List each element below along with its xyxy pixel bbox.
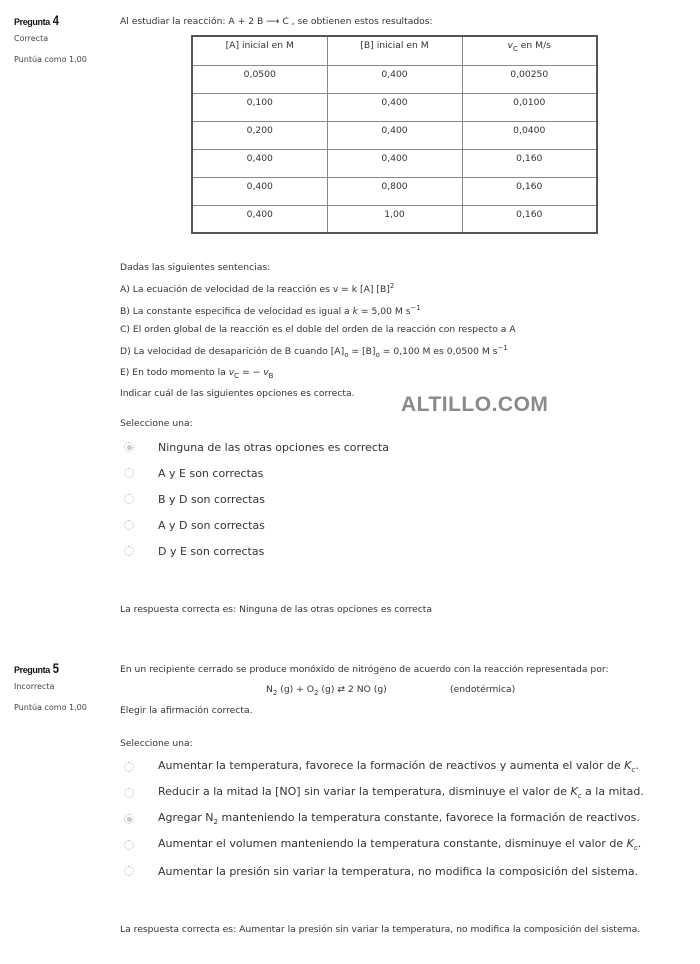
equation-n: N <box>266 684 273 695</box>
statement-d-value: = 0,100 M es 0,0500 M s <box>379 346 498 358</box>
watermark: ALTILLO.COM <box>401 393 549 416</box>
statements-block <box>120 259 516 403</box>
radio-icon[interactable] <box>124 788 134 798</box>
option-label <box>158 865 638 878</box>
equation-part: (g) + O <box>277 684 315 695</box>
question-grade: Puntúa como 1,00 <box>14 703 87 712</box>
table-cell: 0,160 <box>462 149 597 177</box>
radio-icon[interactable] <box>124 468 134 478</box>
question-5-intro: En un recipiente cerrado se produce monóxido de nitrógeno de acuerdo con la reacción representada por: <box>120 664 609 675</box>
table-cell: 0,400 <box>327 121 462 149</box>
table-row <box>192 93 597 121</box>
table-cell: 0,200 <box>192 121 327 149</box>
statement-d-mid: = [B] <box>348 346 376 358</box>
table-cell: 0,400 <box>192 149 327 177</box>
table-cell: 0,100 <box>192 93 327 121</box>
table-header-row <box>192 36 597 65</box>
statement-a <box>120 277 516 299</box>
table-cell: 0,160 <box>462 177 597 205</box>
statement-b-text: B) La constante especifica de velocidad es igual a <box>120 306 353 318</box>
statement-b-k: k <box>352 306 358 318</box>
correct-answer-feedback: La respuesta correcta es: Ninguna de las otras opciones es correcta <box>120 604 433 615</box>
option[interactable] <box>124 538 389 564</box>
option[interactable] <box>124 512 389 538</box>
radio-icon[interactable] <box>124 494 134 504</box>
statement-e-sub: B <box>268 371 274 380</box>
option-text: Reducir a la mitad la [NO] sin variar la temperatura, disminuye el valor de <box>158 785 571 799</box>
header-sub-c: C <box>512 44 518 53</box>
option[interactable] <box>124 486 389 512</box>
radio-icon[interactable] <box>124 546 134 556</box>
select-label: Seleccione una: <box>120 738 193 749</box>
table-cell: 0,400 <box>327 65 462 93</box>
table-row <box>192 205 597 233</box>
option-post: a la mitad. <box>581 785 644 799</box>
table-row <box>192 149 597 177</box>
table-cell: 0,400 <box>327 93 462 121</box>
option[interactable] <box>124 806 644 832</box>
radio-icon[interactable] <box>124 762 134 772</box>
correct-answer-feedback: La respuesta correcta es: Aumentar la presión sin variar la temperatura, no modifica la composición del sistema. <box>120 924 641 935</box>
statement-e-mid: = − <box>239 367 264 379</box>
option-k: K <box>570 785 578 799</box>
question-label: Pregunta <box>14 665 50 675</box>
question-number <box>14 12 114 28</box>
table-cell: 0,400 <box>327 149 462 177</box>
option-k: K <box>626 837 634 851</box>
header-v: v <box>507 40 513 51</box>
option-text: Aumentar el volumen manteniendo la temperatura constante, disminuye el valor de <box>158 837 627 851</box>
option[interactable] <box>124 754 644 780</box>
statement-d <box>120 339 516 364</box>
option-label <box>158 785 644 800</box>
option-sub: c <box>633 844 638 853</box>
radio-icon[interactable] <box>124 840 134 850</box>
option-label: Ninguna de las otras opciones es correcta <box>158 440 389 454</box>
select-label: Seleccione una: <box>120 418 193 429</box>
question-prompt: Indicar cuál de las siguientes opciones es correcta. <box>120 387 355 399</box>
table-cell: 0,400 <box>192 205 327 233</box>
table-row <box>192 177 597 205</box>
rate-data-table <box>191 35 598 234</box>
question-label: Pregunta <box>14 17 50 27</box>
option-label: A y D son correctas <box>158 518 265 532</box>
question-number <box>14 660 114 676</box>
table-cell: 0,00250 <box>462 65 597 93</box>
radio-checked-icon[interactable] <box>124 814 134 824</box>
equation-sub: 2 <box>272 688 278 697</box>
table-header-a: [A] inicial en M <box>192 36 327 65</box>
statement-d-sub: o <box>375 351 380 360</box>
question-5-options <box>124 754 644 884</box>
option-label: B y D son correctas <box>158 492 265 506</box>
option-label: A y E son correctas <box>158 466 264 480</box>
option-k: K <box>624 759 632 773</box>
statement-e-v: v <box>263 367 269 379</box>
option-text: Aumentar la temperatura, favorece la formación de reactivos y aumenta el valor de <box>158 759 625 773</box>
option-sub: c <box>577 792 582 801</box>
equation-sub: 2 <box>314 688 319 697</box>
question-state: Correcta <box>14 34 49 43</box>
table-cell: 0,400 <box>192 177 327 205</box>
table-header-b: [B] inicial en M <box>327 36 462 65</box>
statement-b-value: = 5,00 M s <box>357 306 411 318</box>
statement-d-text: D) La velocidad de desaparición de B cuando [A] <box>120 346 345 358</box>
question-number-value: 4 <box>52 12 59 28</box>
statement-a-text: A) La ecuación de velocidad de la reacción es v = k [A] [B] <box>120 284 390 296</box>
radio-checked-icon[interactable] <box>124 442 134 452</box>
equation-part: (g) ⇄ 2 NO (g) <box>318 684 387 695</box>
statement-c: C) El orden global de la reacción es el doble del orden de la reacción con respecto a A <box>120 324 516 336</box>
statement-e-sub: C <box>234 371 240 380</box>
question-4-intro: Al estudiar la reacción: A + 2 B ⟶ C , se obtienen estos resultados: <box>120 16 433 27</box>
question-4-options <box>124 434 389 564</box>
option[interactable] <box>124 780 644 806</box>
table-cell: 0,0100 <box>462 93 597 121</box>
table-cell: 0,160 <box>462 205 597 233</box>
option-sub: 2 <box>213 818 218 827</box>
table-cell: 0,0400 <box>462 121 597 149</box>
option-text: Agregar N <box>158 811 214 825</box>
reaction-equation <box>266 684 387 697</box>
statement-e-text: E) En todo momento la <box>120 367 229 379</box>
radio-icon[interactable] <box>124 520 134 530</box>
option-label <box>158 811 640 826</box>
table-row <box>192 121 597 149</box>
table-cell: 0,0500 <box>192 65 327 93</box>
option-label <box>158 759 639 774</box>
table-cell: 0,800 <box>327 177 462 205</box>
option[interactable] <box>124 832 644 858</box>
question-grade: Puntúa como 1,00 <box>14 55 87 64</box>
option-sub: c <box>631 766 636 775</box>
statements-title: Dadas las siguientes sentencias: <box>120 262 271 273</box>
reaction-note: (endotérmica) <box>450 684 516 695</box>
table-row <box>192 65 597 93</box>
option-label: D y E son correctas <box>158 544 265 558</box>
statement-e-v: v <box>228 367 235 379</box>
table-cell: 1,00 <box>327 205 462 233</box>
question-prompt: Elegir la afirmación correcta. <box>120 705 253 716</box>
question-state: Incorrecta <box>14 682 55 691</box>
option[interactable] <box>124 460 389 486</box>
option-text: Aumentar la presión sin variar la temperatura, no modifica la composición del sistema. <box>158 864 639 878</box>
radio-icon[interactable] <box>124 866 134 876</box>
statement-a-sup: 2 <box>389 282 395 290</box>
header-unit: en M/s <box>517 40 551 51</box>
statement-d-sub: o <box>344 351 349 360</box>
statement-b-sup: −1 <box>410 304 421 313</box>
option-post: manteniendo la temperatura constante, favorece la formación de reactivos. <box>218 811 640 825</box>
statement-b <box>120 299 516 321</box>
option[interactable] <box>124 858 644 884</box>
statement-d-sup: −1 <box>497 344 508 353</box>
table-header-vc <box>462 36 597 65</box>
option-label <box>158 837 641 852</box>
option-post: . <box>637 837 642 851</box>
option-post: . <box>635 759 639 773</box>
question-4-info <box>14 12 114 64</box>
question-number-value: 5 <box>52 660 59 676</box>
question-5-info <box>14 660 114 712</box>
option[interactable] <box>124 434 389 460</box>
statement-e <box>120 364 516 385</box>
